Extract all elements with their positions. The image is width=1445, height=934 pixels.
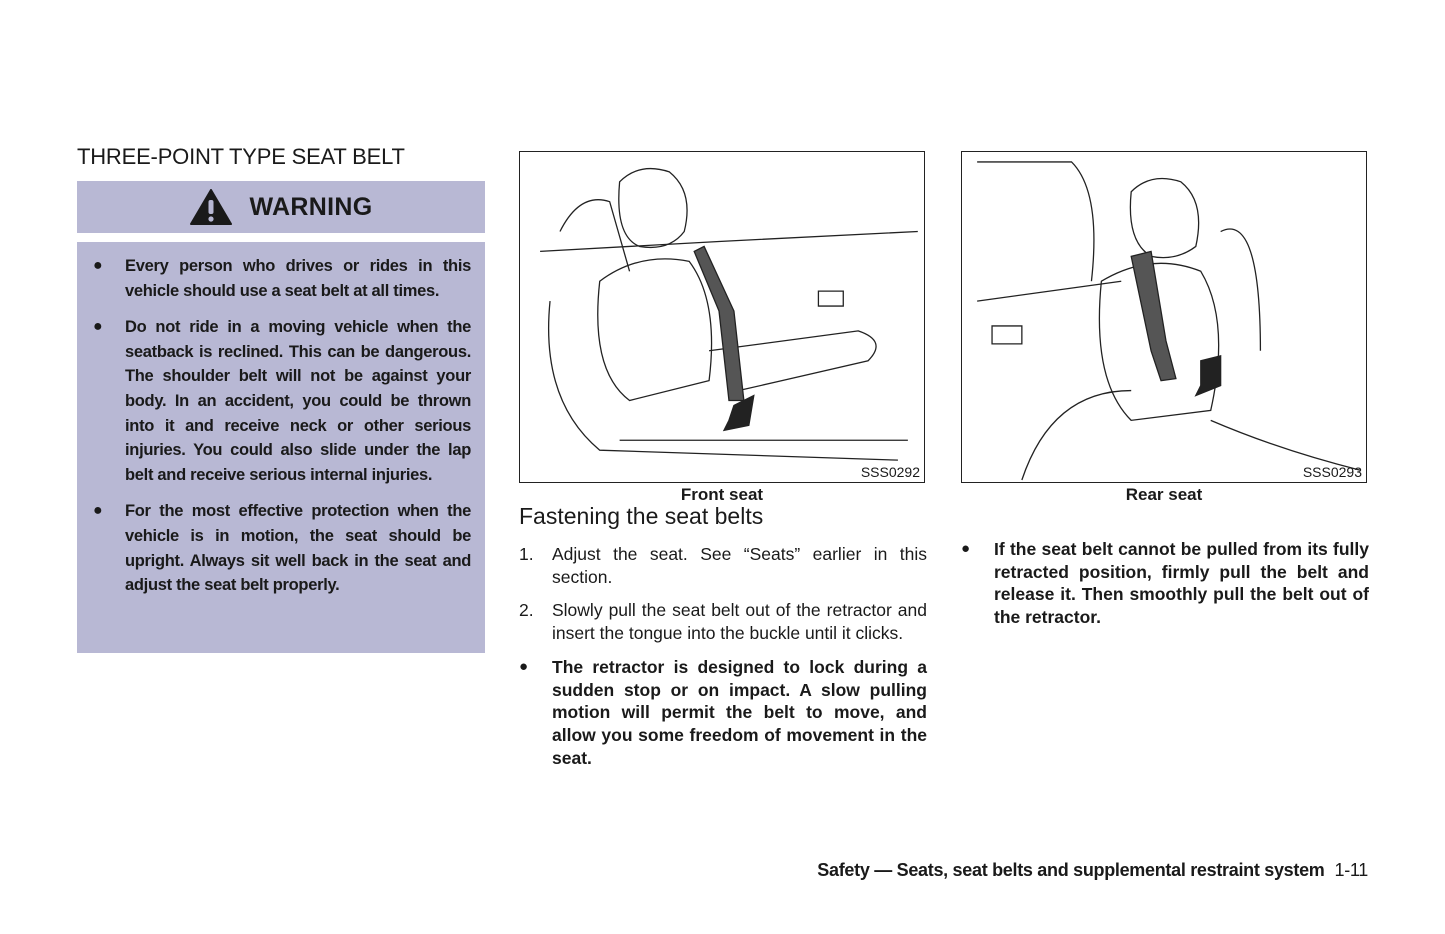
figure-code: SSS0292 bbox=[860, 464, 920, 480]
figure-code: SSS0293 bbox=[1302, 464, 1362, 480]
figure-caption: Rear seat bbox=[1125, 485, 1203, 504]
front-seat-illustration bbox=[519, 151, 925, 483]
step-item: 1. Adjust the seat. See “Seats” earlier in this section. bbox=[519, 544, 927, 587]
bullet-icon: ● bbox=[519, 657, 529, 675]
rear-seat-illustration bbox=[961, 151, 1367, 483]
warning-item: ● Do not ride in a moving vehicle when the seatback is reclined. This can be dangerous. The shoulder belt will not be against your body. In an accident, you could be thrown into it and receive neck or other serious injuries. You could also slide under the lap belt and receive serious internal injuries. bbox=[91, 315, 471, 487]
fastening-steps bbox=[519, 543, 927, 769]
note-item: ● If the seat belt cannot be pulled from its fully retracted position, firmly pull the belt and release it. Then smoothly pull the belt out of the retractor. bbox=[961, 539, 1369, 628]
bullet-icon: ● bbox=[93, 257, 103, 274]
subsection-title: Fastening the seat belts bbox=[519, 503, 764, 529]
warning-body bbox=[77, 242, 485, 653]
figure-caption: Front seat bbox=[680, 485, 764, 504]
note-item: ● The retractor is designed to lock during a sudden stop or on impact. A slow pulling motion will permit the belt to move, and allow you some freedom of movement in the seat. bbox=[519, 656, 927, 768]
warning-header bbox=[77, 181, 485, 233]
bullet-icon: ● bbox=[93, 318, 103, 336]
warning-item: ● For the most effective protection when the vehicle is in motion, the seat should be upright. Always sit well back in the seat and adjust the seat belt properly. bbox=[91, 499, 471, 597]
warning-label: WARNING bbox=[249, 192, 373, 221]
warning-item: ● Every person who drives or rides in this vehicle should use a seat belt at all times. bbox=[91, 254, 471, 303]
bullet-icon: ● bbox=[93, 502, 103, 520]
page-footer bbox=[817, 860, 1368, 881]
right-note bbox=[961, 538, 1369, 629]
page-number: 1-11 bbox=[1334, 860, 1368, 880]
warning-triangle-icon bbox=[190, 189, 232, 225]
bullet-icon: ● bbox=[961, 540, 971, 557]
footer-section: Safety — Seats, seat belts and supplemental restraint system bbox=[817, 860, 1325, 880]
section-title: THREE-POINT TYPE SEAT BELT bbox=[77, 144, 405, 169]
step-item: 2. Slowly pull the seat belt out of the retractor and insert the tongue into the buckle until it clicks. bbox=[519, 600, 927, 644]
